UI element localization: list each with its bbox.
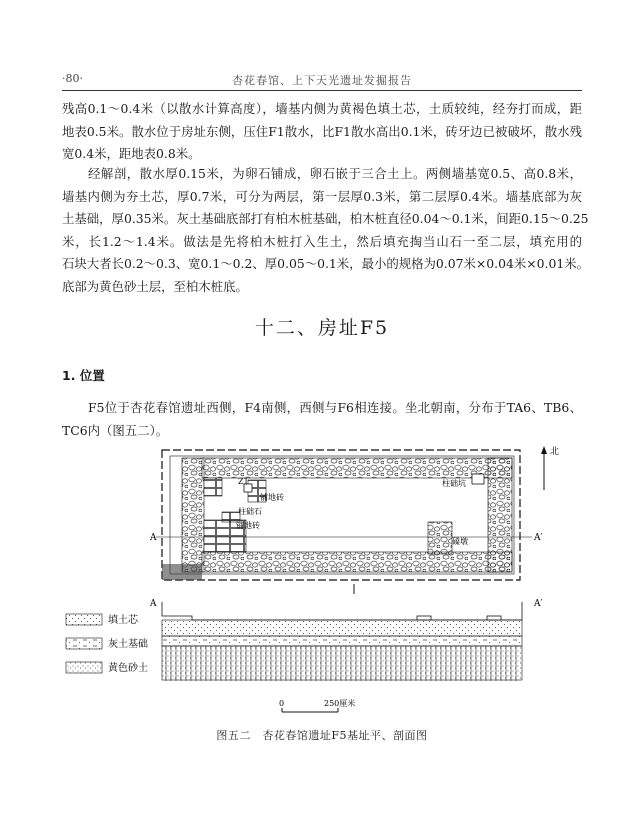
scale-bar xyxy=(279,698,355,712)
legend xyxy=(66,613,148,674)
legend-label-lime-base: 灰土基础 xyxy=(108,639,148,650)
paragraph-line: 米，长1.2～1.4米。做法是先将柏木桩打入生土，然后填充掏当山石一至二层，填充用的 xyxy=(62,233,582,249)
paragraph-line: 经解剖，散水厚0.15米，为卵石铺成，卵石嵌于三合土上。两侧墙基宽0.5、高0.8米， xyxy=(88,166,582,181)
scale-zero: 0 xyxy=(279,699,285,708)
legend-label-yellow-sand: 黄色砂土 xyxy=(108,663,148,674)
label-column-base-pit: 柱础坑 xyxy=(442,479,466,488)
page-header xyxy=(62,72,582,90)
section-label-a-prime: A′ xyxy=(534,599,543,609)
subsection-title: 1. 位置 xyxy=(62,368,105,383)
header-rule xyxy=(62,90,582,91)
paragraph-line: 土基础，厚0.35米。灰土基础底部打有柏木桩基础，柏木桩直径0.04～0.1米，间距0.15～0.25 xyxy=(62,211,589,226)
legend-label-fill-core: 填土芯 xyxy=(108,615,138,626)
paragraph-line: 宽0.4米，距地表0.8米。 xyxy=(62,146,201,161)
label-ka-wall: 磉墩 xyxy=(452,537,468,546)
legend-swatch-fill-core xyxy=(66,614,102,625)
scale-label: 250厘米 xyxy=(324,699,356,708)
paragraph-3 xyxy=(62,397,582,442)
paragraph-line: 底部为黄色砂土层，至柏木桩底。 xyxy=(62,278,248,294)
section-title: 十二、房址F5 xyxy=(254,317,390,339)
label-column-base-stone: 柱础石 xyxy=(238,507,262,516)
paragraph-line: 残高0.1～0.4米（以散水计算高度），墙基内侧为黄褐色填土芯，土质较纯，经夯打而成，距 xyxy=(62,101,582,116)
plan-label-a-prime: A′ xyxy=(534,533,543,543)
page-number: ·80· xyxy=(62,72,83,85)
running-title: 杏花春馆、上下天光遗址发掘报告 xyxy=(232,74,412,87)
paragraph-line: F5位于杏花春馆遗址西侧，F4南侧，西侧与F6相连接。坐北朝南，分布于TA6、TB6、 xyxy=(88,400,582,415)
north-arrow xyxy=(541,445,559,490)
paragraph-2 xyxy=(62,163,590,298)
plan-dark-corner xyxy=(162,564,202,580)
label-z1: Z1 xyxy=(238,477,249,486)
paragraph-line: TC6内（图五二）。 xyxy=(62,422,169,438)
plan-label-a: A xyxy=(150,533,157,543)
paragraph-1 xyxy=(62,98,582,166)
figure-caption: 图五二 杏花春馆遗址F5基址平、剖面图 xyxy=(216,729,428,742)
label-paving-brick-lower: 铺地砖 xyxy=(236,521,260,530)
legend-swatch-lime-base xyxy=(66,638,102,649)
label-paving-brick-upper: 铺地砖 xyxy=(260,493,284,502)
section-label-a: A xyxy=(150,599,157,609)
paragraph-line: 墙基内侧为夯土芯，厚0.7米，可分为两层，第一层厚0.3米，第二层厚0.4米。墙基底部为灰 xyxy=(62,188,582,204)
paragraph-line: 石块大者长0.2～0.3、宽0.1～0.2、厚0.05～0.1米，最小的规格为0.07米×0.04米×0.01米。 xyxy=(62,256,590,271)
north-label: 北 xyxy=(550,447,560,457)
figure-f5-plan-section xyxy=(62,440,582,720)
column-base-pit xyxy=(472,474,484,484)
figure-drawing xyxy=(62,440,582,720)
legend-swatch-yellow-sand xyxy=(66,662,102,673)
paragraph-line: 地表0.5米。散水位于房址东侧，压住F1散水，比F1散水高出0.1米，砖牙边已被破坏，散水残 xyxy=(62,123,582,139)
